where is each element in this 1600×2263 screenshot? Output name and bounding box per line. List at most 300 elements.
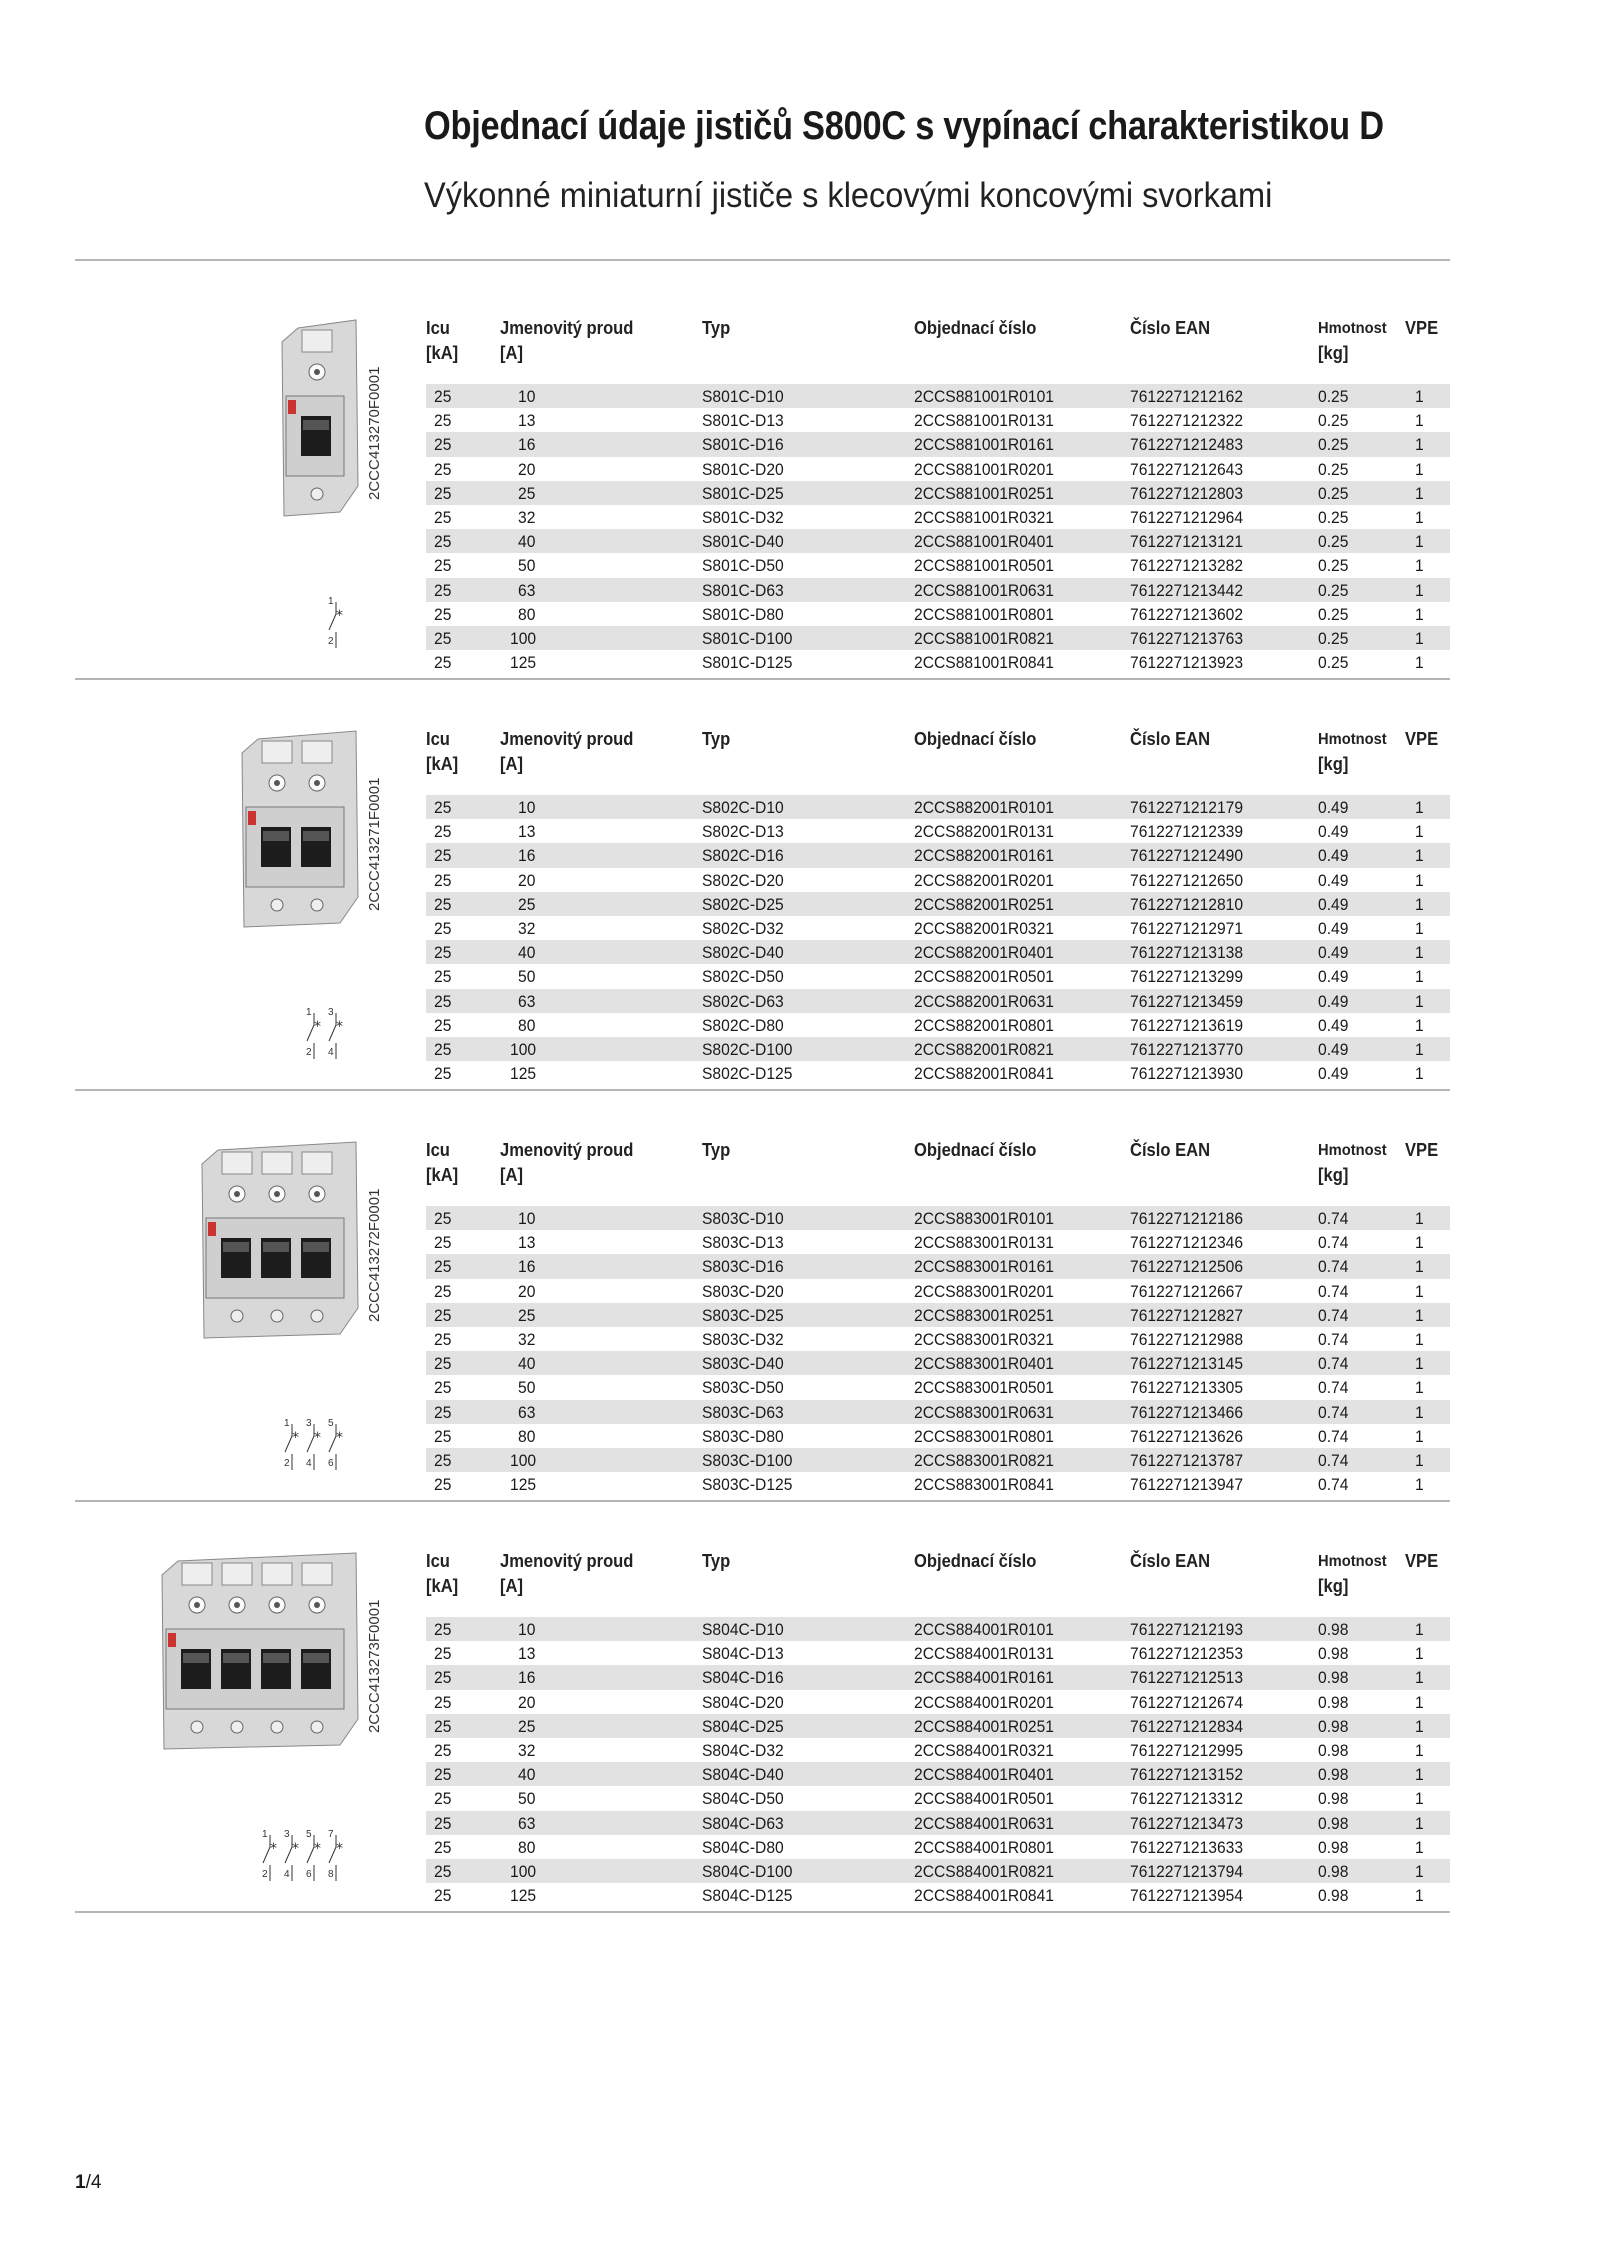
table-row bbox=[426, 892, 1450, 916]
icu-cell: 25 bbox=[434, 1426, 452, 1446]
table-row bbox=[426, 481, 1450, 505]
terminal-label-top: 1 bbox=[284, 1418, 290, 1429]
type-cell: S804C-D10 bbox=[702, 1620, 784, 1639]
table-row bbox=[426, 1738, 1450, 1762]
column-header-order-number: Objednací číslo bbox=[914, 729, 1037, 749]
ean-cell: 7612271212193 bbox=[1130, 1620, 1244, 1639]
column-header-current: Jmenovitý proud bbox=[500, 729, 634, 749]
ean-cell: 7612271212179 bbox=[1130, 798, 1244, 817]
order-number-cell: 2CCS883001R0631 bbox=[914, 1402, 1054, 1422]
order-number-cell: 2CCS882001R0101 bbox=[914, 798, 1054, 817]
icu-cell: 25 bbox=[434, 1837, 452, 1857]
type-cell: S804C-D100 bbox=[702, 1862, 793, 1881]
column-header-type: Typ bbox=[702, 729, 731, 749]
weight-cell: 0.25 bbox=[1318, 580, 1349, 600]
current-cell: 125 bbox=[510, 1886, 537, 1906]
current-cell: 32 bbox=[518, 919, 536, 938]
type-cell: S804C-D80 bbox=[702, 1837, 784, 1857]
icu-cell: 25 bbox=[434, 1813, 452, 1833]
table-row bbox=[426, 819, 1450, 843]
current-cell: 25 bbox=[518, 894, 536, 914]
svg-text:*: * bbox=[314, 1430, 321, 1446]
image-code: 2CCC413271F0001 bbox=[366, 777, 383, 911]
vpe-cell: 1 bbox=[1415, 1765, 1424, 1785]
page-current: 1 bbox=[75, 2172, 86, 2193]
current-cell: 50 bbox=[518, 967, 536, 987]
weight-cell: 0.25 bbox=[1318, 556, 1349, 576]
terminal-label-top: 7 bbox=[328, 1829, 334, 1840]
table-row bbox=[426, 1690, 1450, 1714]
current-cell: 100 bbox=[510, 1451, 537, 1470]
type-cell: S802C-D32 bbox=[702, 919, 784, 938]
order-number-cell: 2CCS883001R0161 bbox=[914, 1257, 1054, 1277]
weight-cell: 0.74 bbox=[1318, 1475, 1349, 1495]
vpe-cell: 1 bbox=[1415, 798, 1424, 817]
page-number bbox=[75, 2172, 101, 2194]
type-cell: S801C-D80 bbox=[702, 604, 784, 624]
weight-cell: 0.74 bbox=[1318, 1354, 1349, 1374]
type-cell: S804C-D40 bbox=[702, 1765, 784, 1785]
vpe-cell: 1 bbox=[1415, 1716, 1424, 1736]
weight-cell: 0.74 bbox=[1318, 1402, 1349, 1422]
table-row bbox=[426, 1714, 1450, 1738]
svg-text:*: * bbox=[292, 1841, 299, 1857]
icu-cell: 25 bbox=[434, 1886, 452, 1906]
current-cell: 80 bbox=[518, 1837, 536, 1857]
current-cell: 50 bbox=[518, 1378, 536, 1398]
ean-cell: 7612271212483 bbox=[1130, 435, 1244, 455]
type-cell: S802C-D125 bbox=[702, 1064, 793, 1084]
weight-cell: 0.49 bbox=[1318, 991, 1349, 1011]
icu-cell: 25 bbox=[434, 1402, 452, 1422]
vpe-cell: 1 bbox=[1415, 1040, 1424, 1059]
icu-cell: 25 bbox=[434, 1451, 452, 1470]
ean-cell: 7612271213299 bbox=[1130, 967, 1244, 987]
column-header-vpe: VPE bbox=[1405, 1551, 1439, 1571]
order-number-cell: 2CCS881001R0321 bbox=[914, 508, 1054, 527]
ean-cell: 7612271213152 bbox=[1130, 1765, 1244, 1785]
type-cell: S803C-D50 bbox=[702, 1378, 784, 1398]
order-number-cell: 2CCS881001R0161 bbox=[914, 435, 1054, 455]
vpe-cell: 1 bbox=[1415, 653, 1424, 673]
table-row bbox=[426, 1472, 1450, 1496]
weight-cell: 0.49 bbox=[1318, 798, 1349, 817]
ean-cell: 7612271213473 bbox=[1130, 1813, 1244, 1833]
ean-cell: 7612271212827 bbox=[1130, 1305, 1244, 1325]
breaker-schematic-symbol bbox=[282, 1418, 348, 1472]
column-header-icu: Icu bbox=[426, 318, 450, 338]
page-subtitle: Výkonné miniaturní jističe s klecovými koncovými svorkami bbox=[424, 176, 1273, 215]
order-number-cell: 2CCS884001R0401 bbox=[914, 1765, 1054, 1785]
type-cell: S804C-D32 bbox=[702, 1741, 784, 1760]
table-row bbox=[426, 868, 1450, 892]
column-header-weight: Hmotnost bbox=[1318, 1142, 1387, 1159]
table-row bbox=[426, 1762, 1450, 1786]
current-cell: 40 bbox=[518, 1354, 536, 1374]
order-number-cell: 2CCS884001R0161 bbox=[914, 1668, 1054, 1688]
current-cell: 50 bbox=[518, 556, 536, 576]
current-cell: 63 bbox=[518, 1813, 536, 1833]
vpe-cell: 1 bbox=[1415, 1644, 1424, 1664]
current-cell: 16 bbox=[518, 846, 536, 866]
section-divider bbox=[75, 678, 1450, 680]
icu-cell: 25 bbox=[434, 1330, 452, 1349]
type-cell: S802C-D100 bbox=[702, 1040, 793, 1059]
vpe-cell: 1 bbox=[1415, 1354, 1424, 1374]
table-row bbox=[426, 940, 1450, 964]
order-number-cell: 2CCS884001R0101 bbox=[914, 1620, 1054, 1639]
icu-cell: 25 bbox=[434, 1064, 452, 1084]
order-number-cell: 2CCS882001R0801 bbox=[914, 1015, 1054, 1035]
vpe-cell: 1 bbox=[1415, 1233, 1424, 1253]
order-number-cell: 2CCS881001R0841 bbox=[914, 653, 1054, 673]
column-header-current: Jmenovitý proud bbox=[500, 1551, 634, 1571]
order-number-cell: 2CCS884001R0801 bbox=[914, 1837, 1054, 1857]
ean-cell: 7612271213602 bbox=[1130, 604, 1244, 624]
icu-cell: 25 bbox=[434, 629, 452, 648]
current-cell: 63 bbox=[518, 1402, 536, 1422]
order-number-cell: 2CCS884001R0631 bbox=[914, 1813, 1054, 1833]
vpe-cell: 1 bbox=[1415, 483, 1424, 503]
current-cell: 40 bbox=[518, 1765, 536, 1785]
terminal-label-top: 3 bbox=[328, 1007, 334, 1018]
vpe-cell: 1 bbox=[1415, 991, 1424, 1011]
current-cell: 13 bbox=[518, 411, 536, 431]
vpe-cell: 1 bbox=[1415, 1426, 1424, 1446]
icu-cell: 25 bbox=[434, 1620, 452, 1639]
order-number-cell: 2CCS882001R0631 bbox=[914, 991, 1054, 1011]
table-row bbox=[426, 1375, 1450, 1399]
terminal-label-top: 5 bbox=[328, 1418, 334, 1429]
ean-cell: 7612271212834 bbox=[1130, 1716, 1244, 1736]
ean-cell: 7612271213794 bbox=[1130, 1862, 1244, 1881]
ean-cell: 7612271212971 bbox=[1130, 919, 1244, 938]
type-cell: S804C-D50 bbox=[702, 1789, 784, 1809]
vpe-cell: 1 bbox=[1415, 1378, 1424, 1398]
weight-cell: 0.98 bbox=[1318, 1620, 1349, 1639]
weight-cell: 0.98 bbox=[1318, 1716, 1349, 1736]
ean-cell: 7612271212506 bbox=[1130, 1257, 1244, 1277]
vpe-cell: 1 bbox=[1415, 1257, 1424, 1277]
section-divider bbox=[75, 1089, 1450, 1091]
section-divider bbox=[75, 1911, 1450, 1913]
terminal-label-bottom: 6 bbox=[328, 1458, 334, 1469]
type-cell: S801C-D100 bbox=[702, 629, 793, 648]
column-header-vpe: VPE bbox=[1405, 729, 1439, 749]
icu-cell: 25 bbox=[434, 1281, 452, 1301]
icu-cell: 25 bbox=[434, 1716, 452, 1736]
current-cell: 13 bbox=[518, 1233, 536, 1253]
vpe-cell: 1 bbox=[1415, 1402, 1424, 1422]
type-cell: S804C-D20 bbox=[702, 1692, 784, 1712]
order-number-cell: 2CCS881001R0821 bbox=[914, 629, 1054, 648]
current-cell: 10 bbox=[518, 1209, 536, 1228]
table-row bbox=[426, 1665, 1450, 1689]
vpe-cell: 1 bbox=[1415, 1837, 1424, 1857]
vpe-cell: 1 bbox=[1415, 1813, 1424, 1833]
breaker-schematic-symbol bbox=[326, 596, 348, 650]
terminal-label-bottom: 2 bbox=[328, 636, 334, 647]
table-row bbox=[426, 1061, 1450, 1085]
table-row bbox=[426, 602, 1450, 626]
ean-cell: 7612271213626 bbox=[1130, 1426, 1244, 1446]
order-number-cell: 2CCS882001R0321 bbox=[914, 919, 1054, 938]
svg-text:*: * bbox=[336, 1019, 343, 1035]
vpe-cell: 1 bbox=[1415, 532, 1424, 552]
type-cell: S802C-D16 bbox=[702, 846, 784, 866]
table-row bbox=[426, 1786, 1450, 1810]
table-row bbox=[426, 1254, 1450, 1278]
column-header-order-number: Objednací číslo bbox=[914, 318, 1037, 338]
vpe-cell: 1 bbox=[1415, 1015, 1424, 1035]
table-row bbox=[426, 505, 1450, 529]
column-header-type: Typ bbox=[702, 318, 731, 338]
order-number-cell: 2CCS883001R0251 bbox=[914, 1305, 1054, 1325]
order-number-cell: 2CCS883001R0821 bbox=[914, 1451, 1054, 1470]
column-header-icu: Icu bbox=[426, 1551, 450, 1571]
icu-cell: 25 bbox=[434, 387, 452, 406]
vpe-cell: 1 bbox=[1415, 894, 1424, 914]
image-code: 2CCC413272F0001 bbox=[366, 1188, 383, 1322]
table-row bbox=[426, 1811, 1450, 1835]
weight-cell: 0.49 bbox=[1318, 943, 1349, 963]
weight-cell: 0.74 bbox=[1318, 1257, 1349, 1277]
column-header-icu-unit: [kA] bbox=[426, 1165, 459, 1185]
type-cell: S802C-D20 bbox=[702, 870, 784, 890]
current-cell: 16 bbox=[518, 1668, 536, 1688]
order-number-cell: 2CCS884001R0201 bbox=[914, 1692, 1054, 1712]
type-cell: S802C-D40 bbox=[702, 943, 784, 963]
page-total: /4 bbox=[85, 2172, 102, 2193]
type-cell: S803C-D20 bbox=[702, 1281, 784, 1301]
ean-cell: 7612271213442 bbox=[1130, 580, 1244, 600]
weight-cell: 0.25 bbox=[1318, 411, 1349, 431]
terminal-label-top: 3 bbox=[284, 1829, 290, 1840]
vpe-cell: 1 bbox=[1415, 1692, 1424, 1712]
circuit-breaker-image bbox=[156, 1549, 362, 1759]
type-cell: S801C-D50 bbox=[702, 556, 784, 576]
current-cell: 25 bbox=[518, 483, 536, 503]
breaker-schematic-symbol bbox=[260, 1829, 348, 1883]
column-header-current-unit: [A] bbox=[500, 343, 523, 363]
current-cell: 20 bbox=[518, 459, 536, 479]
current-cell: 40 bbox=[518, 532, 536, 552]
ean-cell: 7612271213954 bbox=[1130, 1886, 1244, 1906]
current-cell: 20 bbox=[518, 870, 536, 890]
type-cell: S801C-D63 bbox=[702, 580, 784, 600]
icu-cell: 25 bbox=[434, 1233, 452, 1253]
weight-cell: 0.98 bbox=[1318, 1813, 1349, 1833]
weight-cell: 0.49 bbox=[1318, 919, 1349, 938]
type-cell: S801C-D40 bbox=[702, 532, 784, 552]
ean-cell: 7612271212186 bbox=[1130, 1209, 1244, 1228]
type-cell: S801C-D10 bbox=[702, 387, 784, 406]
ean-cell: 7612271212995 bbox=[1130, 1741, 1244, 1760]
column-header-icu-unit: [kA] bbox=[426, 754, 459, 774]
icu-cell: 25 bbox=[434, 1475, 452, 1495]
icu-cell: 25 bbox=[434, 580, 452, 600]
weight-cell: 0.49 bbox=[1318, 846, 1349, 866]
ean-cell: 7612271213770 bbox=[1130, 1040, 1244, 1059]
column-header-vpe: VPE bbox=[1405, 1140, 1439, 1160]
icu-cell: 25 bbox=[434, 1741, 452, 1760]
table-row bbox=[426, 1351, 1450, 1375]
section-divider bbox=[75, 1500, 1450, 1502]
svg-text:*: * bbox=[314, 1019, 321, 1035]
ean-cell: 7612271212803 bbox=[1130, 483, 1244, 503]
ean-cell: 7612271212643 bbox=[1130, 459, 1244, 479]
weight-cell: 0.98 bbox=[1318, 1668, 1349, 1688]
ean-cell: 7612271213930 bbox=[1130, 1064, 1244, 1084]
icu-cell: 25 bbox=[434, 822, 452, 842]
ean-cell: 7612271212339 bbox=[1130, 822, 1244, 842]
terminal-label-top: 1 bbox=[328, 596, 334, 607]
current-cell: 32 bbox=[518, 508, 536, 527]
vpe-cell: 1 bbox=[1415, 459, 1424, 479]
icu-cell: 25 bbox=[434, 1040, 452, 1059]
vpe-cell: 1 bbox=[1415, 387, 1424, 406]
icu-cell: 25 bbox=[434, 846, 452, 866]
type-cell: S803C-D10 bbox=[702, 1209, 784, 1228]
icu-cell: 25 bbox=[434, 991, 452, 1011]
terminal-label-top: 1 bbox=[262, 1829, 268, 1840]
ean-cell: 7612271212988 bbox=[1130, 1330, 1244, 1349]
order-number-cell: 2CCS882001R0201 bbox=[914, 870, 1054, 890]
column-header-ean: Číslo EAN bbox=[1130, 1551, 1211, 1571]
column-header-current-unit: [A] bbox=[500, 1165, 523, 1185]
weight-cell: 0.49 bbox=[1318, 1040, 1349, 1059]
type-cell: S803C-D40 bbox=[702, 1354, 784, 1374]
ean-cell: 7612271212964 bbox=[1130, 508, 1244, 527]
vpe-cell: 1 bbox=[1415, 1789, 1424, 1809]
table-row bbox=[426, 553, 1450, 577]
column-header-ean: Číslo EAN bbox=[1130, 318, 1211, 338]
vpe-cell: 1 bbox=[1415, 580, 1424, 600]
ean-cell: 7612271213282 bbox=[1130, 556, 1244, 576]
terminal-label-top: 5 bbox=[306, 1829, 312, 1840]
type-cell: S803C-D32 bbox=[702, 1330, 784, 1349]
vpe-cell: 1 bbox=[1415, 411, 1424, 431]
vpe-cell: 1 bbox=[1415, 1475, 1424, 1495]
product-section bbox=[0, 300, 1600, 700]
table-row bbox=[426, 1617, 1450, 1641]
weight-cell: 0.25 bbox=[1318, 483, 1349, 503]
current-cell: 80 bbox=[518, 1426, 536, 1446]
order-number-cell: 2CCS882001R0501 bbox=[914, 967, 1054, 987]
order-number-cell: 2CCS884001R0841 bbox=[914, 1886, 1054, 1906]
table-row bbox=[426, 1206, 1450, 1230]
vpe-cell: 1 bbox=[1415, 1451, 1424, 1470]
weight-cell: 0.74 bbox=[1318, 1378, 1349, 1398]
svg-text:*: * bbox=[336, 608, 343, 624]
ean-cell: 7612271213947 bbox=[1130, 1475, 1244, 1495]
vpe-cell: 1 bbox=[1415, 1886, 1424, 1906]
svg-text:*: * bbox=[292, 1430, 299, 1446]
table-row bbox=[426, 578, 1450, 602]
circuit-breaker-image bbox=[196, 1138, 362, 1348]
type-cell: S802C-D10 bbox=[702, 798, 784, 817]
weight-cell: 0.25 bbox=[1318, 532, 1349, 552]
table-row bbox=[426, 650, 1450, 674]
type-cell: S803C-D80 bbox=[702, 1426, 784, 1446]
current-cell: 100 bbox=[510, 629, 537, 648]
table-row bbox=[426, 795, 1450, 819]
weight-cell: 0.98 bbox=[1318, 1765, 1349, 1785]
weight-cell: 0.98 bbox=[1318, 1692, 1349, 1712]
terminal-label-bottom: 4 bbox=[284, 1869, 290, 1880]
order-number-cell: 2CCS883001R0801 bbox=[914, 1426, 1054, 1446]
page-title: Objednací údaje jističů S800C s vypínací charakteristikou D bbox=[424, 104, 1384, 148]
ean-cell: 7612271213763 bbox=[1130, 629, 1244, 648]
ean-cell: 7612271213633 bbox=[1130, 1837, 1244, 1857]
ean-cell: 7612271213145 bbox=[1130, 1354, 1244, 1374]
icu-cell: 25 bbox=[434, 604, 452, 624]
order-number-cell: 2CCS883001R0131 bbox=[914, 1233, 1054, 1253]
type-cell: S803C-D25 bbox=[702, 1305, 784, 1325]
vpe-cell: 1 bbox=[1415, 822, 1424, 842]
icu-cell: 25 bbox=[434, 508, 452, 527]
vpe-cell: 1 bbox=[1415, 1668, 1424, 1688]
vpe-cell: 1 bbox=[1415, 1281, 1424, 1301]
type-cell: S803C-D63 bbox=[702, 1402, 784, 1422]
product-section bbox=[0, 1533, 1600, 1933]
ean-cell: 7612271213466 bbox=[1130, 1402, 1244, 1422]
column-header-weight: Hmotnost bbox=[1318, 320, 1387, 337]
icu-cell: 25 bbox=[434, 459, 452, 479]
type-cell: S801C-D25 bbox=[702, 483, 784, 503]
table-row bbox=[426, 432, 1450, 456]
order-number-cell: 2CCS881001R0801 bbox=[914, 604, 1054, 624]
icu-cell: 25 bbox=[434, 1765, 452, 1785]
current-cell: 32 bbox=[518, 1330, 536, 1349]
ean-cell: 7612271213923 bbox=[1130, 653, 1244, 673]
current-cell: 25 bbox=[518, 1305, 536, 1325]
column-header-icu: Icu bbox=[426, 1140, 450, 1160]
column-header-order-number: Objednací číslo bbox=[914, 1140, 1037, 1160]
current-cell: 63 bbox=[518, 991, 536, 1011]
vpe-cell: 1 bbox=[1415, 629, 1424, 648]
table-row bbox=[426, 408, 1450, 432]
weight-cell: 0.49 bbox=[1318, 1064, 1349, 1084]
current-cell: 100 bbox=[510, 1040, 537, 1059]
weight-cell: 0.74 bbox=[1318, 1281, 1349, 1301]
table-row bbox=[426, 916, 1450, 940]
icu-cell: 25 bbox=[434, 435, 452, 455]
vpe-cell: 1 bbox=[1415, 604, 1424, 624]
order-number-cell: 2CCS883001R0401 bbox=[914, 1354, 1054, 1374]
terminal-label-bottom: 4 bbox=[328, 1047, 334, 1058]
column-header-icu: Icu bbox=[426, 729, 450, 749]
ean-cell: 7612271213787 bbox=[1130, 1451, 1244, 1470]
weight-cell: 0.49 bbox=[1318, 870, 1349, 890]
table-row bbox=[426, 1424, 1450, 1448]
table-row bbox=[426, 1400, 1450, 1424]
order-number-cell: 2CCS884001R0131 bbox=[914, 1644, 1054, 1664]
top-divider bbox=[75, 259, 1450, 261]
table-row bbox=[426, 1448, 1450, 1472]
table-row bbox=[426, 1327, 1450, 1351]
type-cell: S801C-D125 bbox=[702, 653, 793, 673]
terminal-label-bottom: 2 bbox=[306, 1047, 312, 1058]
circuit-breaker-image bbox=[236, 727, 362, 937]
weight-cell: 0.49 bbox=[1318, 822, 1349, 842]
ean-cell: 7612271213305 bbox=[1130, 1378, 1244, 1398]
svg-text:*: * bbox=[336, 1430, 343, 1446]
column-header-weight: Hmotnost bbox=[1318, 731, 1387, 748]
switch-symbol-icon bbox=[282, 1422, 348, 1472]
weight-cell: 0.25 bbox=[1318, 459, 1349, 479]
type-cell: S802C-D63 bbox=[702, 991, 784, 1011]
